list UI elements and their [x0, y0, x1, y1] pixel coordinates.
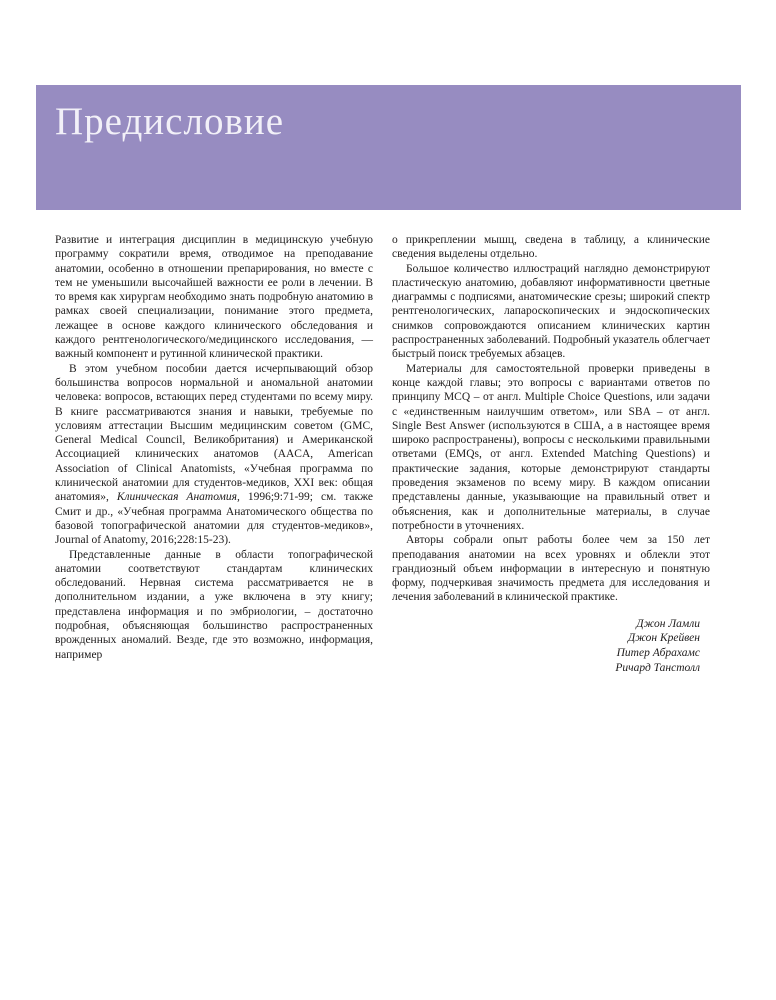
preface-body	[55, 233, 710, 675]
paragraph-curriculum-text: В этом учебном пособии дается исчерпывающий обзор большинства вопросов нормальной и аномальной анатомии человека: вопросов, встающих перед студентами по всему миру. В книге рассматриваются знания и навыки, требуемые по условиям аттестации Высшим медицинским советом (GMC, General Medical Council, Великобритания) и Американской Ассоциацией клинических анатомов (AACA, American Association of Clinical Anatomists, «Учебная программа по клинической анатомии для студентов-медиков, XXI век: общая анатомия»,	[55, 362, 373, 504]
author-name: Питер Абрахамс	[616, 646, 700, 659]
page-title: Предисловие	[55, 100, 285, 143]
paragraph-self-check: Материалы для самостоятельной проверки приведены в конце каждой главы; это вопросы с вариантами ответов по принципу MCQ – от англ. Multiple Choice Questions, или задачи с «единственным наилучшим ответом», или SBA – от англ. Single Best Answer (используются в США, а в настоящее время широко распространены), вопросы с несколькими правильными ответами (EMQs, от англ. Extended Matching Questions) и практические задания, которые демонстрируют стандарты проведения экзаменов по всему миру. В каждом описании представлены данные, указывающие на правильный ответ и объяснения, как и дополнительные материалы, в случае потребности в уточнениях.	[392, 362, 710, 532]
author-name: Ричард Танстолл	[615, 661, 700, 674]
paragraph-continuation: о прикреплении мышц, сведена в таблицу, а клинические сведения выделены отдельно.	[392, 234, 710, 261]
right-column	[392, 233, 710, 675]
title-band	[36, 85, 741, 210]
paragraph-curriculum-rest: 1996;9:71-99; см. также Смит и др., «Учебная программа Анатомического общества по базовой топографической анатомии для студентов-медиков», Journal of Anatomy, 2016;228:15-23).	[55, 491, 374, 547]
left-column	[55, 233, 373, 675]
author-name: Джон Крейвен	[627, 632, 700, 645]
paragraph-topographic: Представленные данные в области топографической анатомии соответствуют стандартам клинических обследований. Нервная система рассматривается не в дополнительном издании, а уже включена в эту книгу; представлена информация и по эмбриологии, – достаточно подробная, объясняющая большинство распространенных врожденных аномалий. Везде, где это возможно, информация, например	[55, 548, 373, 661]
paragraph-curriculum	[55, 362, 373, 548]
journal-title-italic: Клиническая Анатомия,	[116, 491, 240, 504]
authors-block	[392, 617, 710, 675]
author-name: Джон Ламли	[636, 617, 700, 630]
paragraph-experience: Авторы собрали опыт работы более чем за 150 лет преподавания анатомии на всех уровнях и облекли этот грандиозный объем информации в интересную и понятную форму, подчеркивая значимость предмета для исследования и лечения заболеваний в клинической практике.	[392, 534, 710, 604]
paragraph-intro: Развитие и интеграция дисциплин в медицинскую учебную программу сократили время, отводимое на преподавание анатомии, особенно в отношении препарирования, но вместе с тем не уменьшили высочайшей важности ее роли в лечении. В то время как хирургам необходимо знать подробную анатомию в рамках своей специализации, понимание этого предмета, лежащее в основе каждого клинического обследования и каждого рентгенологического/медицинского исследования, — важный компонент и рутинной клинической практики.	[55, 234, 373, 361]
paragraph-illustrations: Большое количество иллюстраций наглядно демонстрируют пластическую анатомию, добавляют информативности цветные диаграммы с подписями, анатомические срезы; широкий спектр рентгенологических, лапароскопических и эндоскопических снимков сопровождаются описанием клинических картин распространенных заболеваний. Подробный указатель облегчает быстрый поиск требуемых абзацев.	[392, 262, 711, 361]
